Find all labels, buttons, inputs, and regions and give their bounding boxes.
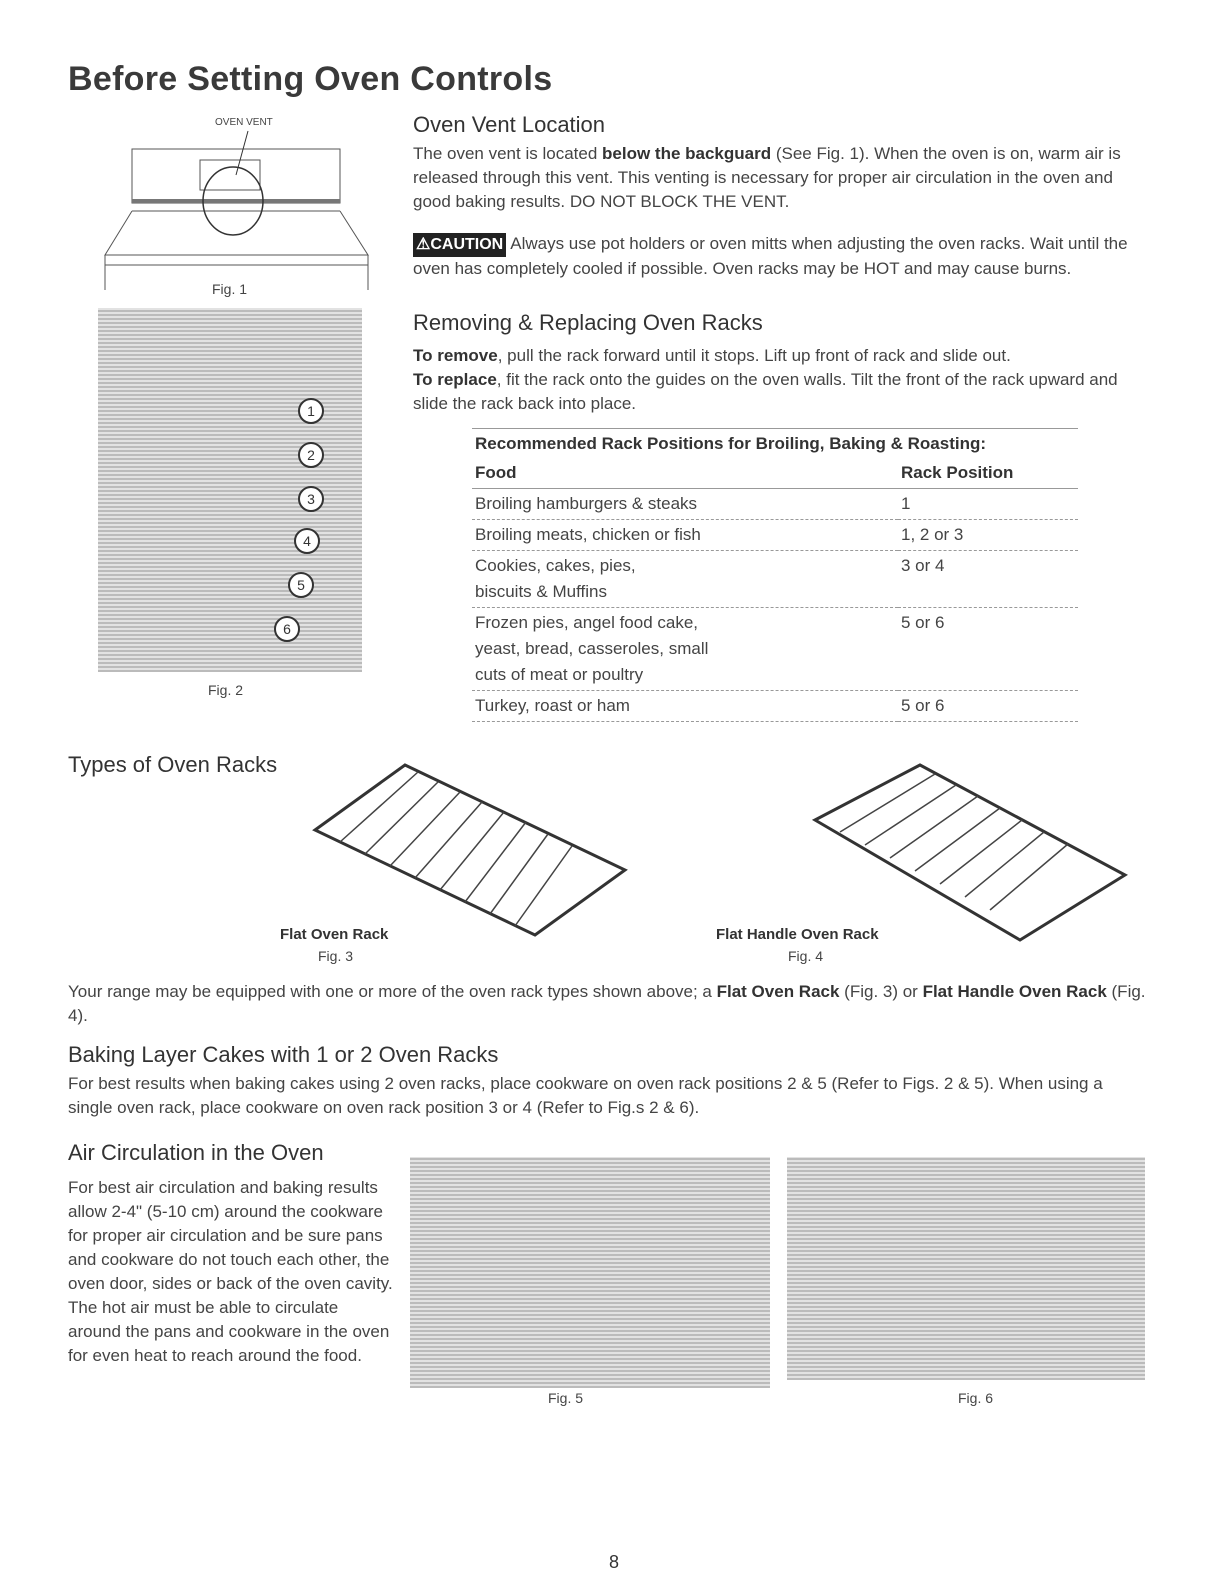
rack-position-6: 6	[274, 616, 300, 642]
flat-oven-rack-label: Flat Oven Rack	[280, 926, 389, 943]
fig6-caption: Fig. 6	[958, 1390, 994, 1406]
rack-types-text: Your range may be equipped with one or more of the oven rack types shown above; a Flat Oven Rack (Fig. 3) or Flat Handle Oven Rack (Fig. 4).	[68, 982, 1146, 1025]
baking-layer-cakes-heading: Baking Layer Cakes with 1 or 2 Oven Racks	[68, 1042, 499, 1067]
fig2-caption: Fig. 2	[208, 682, 244, 698]
removing-racks-heading: Removing & Replacing Oven Racks	[413, 310, 763, 335]
range-drawing	[100, 115, 372, 295]
baking-layer-cakes-text: For best results when baking cakes using 2 oven racks, place cookware on oven rack positions 2 & 5 (Refer to Figs. 2 & 5). When using a single oven rack, place cookware on oven rack position 3 or 4 (Refer to Fig.s 2 & 6).	[68, 1074, 1103, 1117]
fig5-two-racks-photo	[410, 1157, 770, 1388]
rack-position-3: 3	[298, 486, 324, 512]
types-of-racks-heading: Types of Oven Racks	[68, 752, 278, 777]
removing-racks-text: To remove, pull the rack forward until it stops. Lift up front of rack and slide out. To replace, fit the rack onto the guides on the oven walls. Tilt the front of the rack upward and slide the rack back into place.	[413, 346, 1118, 413]
flat-handle-oven-rack-label: Flat Handle Oven Rack	[716, 926, 879, 943]
flat-oven-rack-illustration	[310, 760, 630, 940]
air-circulation-heading: Air Circulation in the Oven	[68, 1140, 324, 1165]
header-rack-position: Rack Position	[898, 458, 1078, 489]
table-row: Turkey, roast or ham 5 or 6	[472, 691, 1078, 722]
caution-text: ⚠CAUTION Always use pot holders or oven mitts when adjusting the oven racks. Wait until the oven has completely cooled if possible. Oven racks may be HOT and may cause burns.	[413, 234, 1128, 278]
fig2-oven-rack-positions-photo	[98, 308, 362, 672]
table-rule	[472, 428, 1078, 429]
rack-position-4: 4	[294, 528, 320, 554]
rack-position-5: 5	[288, 572, 314, 598]
table-row: Frozen pies, angel food cake, yeast, bread, casseroles, small cuts of meat or poultry 5 or 6	[472, 608, 1078, 691]
rack-position-2: 2	[298, 442, 324, 468]
oven-vent-heading: Oven Vent Location	[413, 112, 606, 137]
table-row: Cookies, cakes, pies, biscuits & Muffins 3 or 4	[472, 551, 1078, 608]
table-row: Broiling hamburgers & steaks 1	[472, 489, 1078, 520]
rack-positions-table	[472, 458, 1078, 722]
rack-table-title: Recommended Rack Positions for Broiling, Baking & Roasting:	[475, 434, 987, 453]
rack-position-1: 1	[298, 398, 324, 424]
header-food: Food	[472, 458, 898, 489]
oven-vent-label: OVEN VENT	[215, 117, 273, 128]
caution-badge: ⚠CAUTION	[413, 233, 506, 257]
oven-vent-text: The oven vent is located below the backguard (See Fig. 1). When the oven is on, warm air is released through this vent. This venting is necessary for proper air circulation in the oven and good baking results. DO NOT BLOCK THE VENT.	[413, 144, 1121, 211]
fig1-caption: Fig. 1	[212, 281, 248, 297]
flat-handle-oven-rack-illustration	[810, 760, 1130, 945]
page-title: Before Setting Oven Controls	[68, 60, 553, 98]
fig4-caption: Fig. 4	[788, 948, 824, 964]
fig3-caption: Fig. 3	[318, 948, 354, 964]
fig6-single-rack-photo	[787, 1157, 1145, 1380]
table-row: Broiling meats, chicken or fish 1, 2 or 3	[472, 520, 1078, 551]
page-number: 8	[609, 1552, 620, 1572]
fig1-range-illustration	[100, 115, 372, 295]
fig5-caption: Fig. 5	[548, 1390, 584, 1406]
air-circulation-text: For best air circulation and baking results allow 2-4" (5-10 cm) around the cookware for proper air circulation and be sure pans and cookware do not touch each other, the oven door, sides or back of the oven cavity. The hot air must be able to circulate around the pans and cookware in the oven for even heat to reach around the food.	[68, 1178, 393, 1365]
